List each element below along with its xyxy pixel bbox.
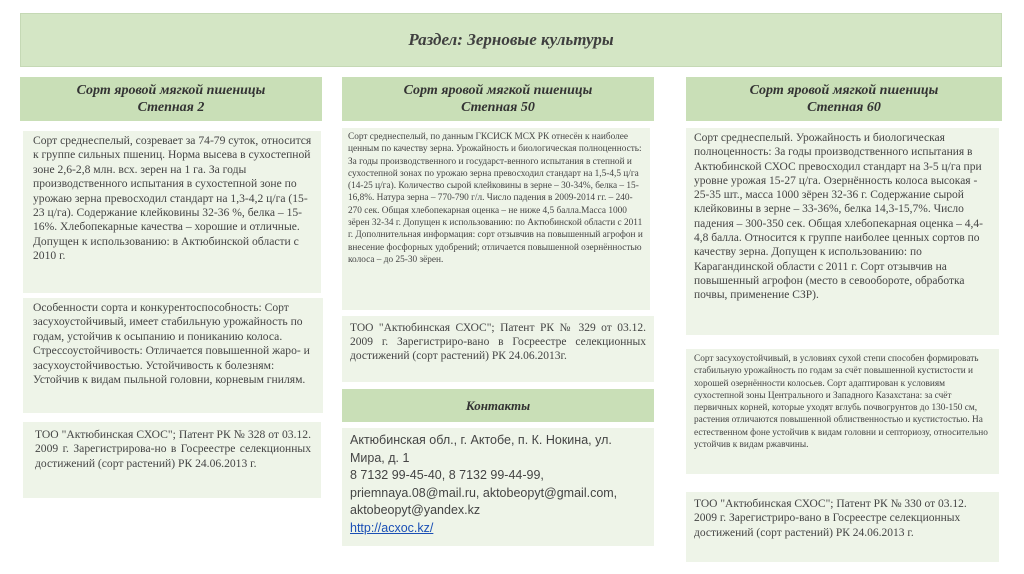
patent-info-stepnaya-60: ТОО "Актюбинская СХОС"; Патент РК № 330 от 03.12. 2009 г. Зарегистриро-вано в Госреестре селекционных достижений (сорт растений) РК 24.06.2013 г. bbox=[686, 492, 999, 562]
variety-header-stepnaya-60 bbox=[686, 77, 1002, 121]
variety-header-stepnaya-2 bbox=[20, 77, 322, 121]
section-title: Раздел: Зерновые культуры bbox=[20, 13, 1002, 67]
variety-description-stepnaya-2: Сорт среднеспелый, созревает за 74-79 суток, относится к группе сильных пшениц. Норма высева в сухостепной зоне 2,6-2,8 млн. всх. зерен на 1 га. За годы производственного испытания в сухостепной зоне по урожаю зерна превосходил стандарт на 1,3-4,2 ц/га (15-23 ц/га). Содержание клейковины 32-36 %, белка – 15-16%. Хлебопекарные качества – хорошие и отличные. Допущен к использованию: в Актюбинской области с 2010 г. bbox=[23, 131, 321, 293]
patent-info-stepnaya-50: ТОО "Актюбинская СХОС"; Патент РК № 329 от 03.12. 2009 г. Зарегистриро-вано в Госреестре селекционных достижений (сорт растений) РК 24.06.2013г. bbox=[342, 316, 654, 382]
contacts-email-secondary: aktobeopyt@yandex.kz bbox=[350, 503, 481, 517]
contacts-body bbox=[342, 428, 654, 546]
patent-info-stepnaya-2: ТОО "Актюбинская СХОС"; Патент РК № 328 от 03.12. 2009 г. Зарегистрирова-но в Госреестре селекционных достижений (сорт растений) РК 24.06.2013 г. bbox=[23, 422, 321, 498]
variety-header-line1: Сорт яровой мягкой пшеницы bbox=[403, 83, 593, 98]
variety-header-line1: Сорт яровой мягкой пшеницы bbox=[749, 83, 939, 98]
variety-features-stepnaya-60: Сорт засухоустойчивый, в условиях сухой степи способен формировать стабильную урожайность по годам за счёт повышенной кустистости и хорошей озернённости колосьев. Сорт адаптирован к условиям сухостепной зоны Центрального и Западного Казахстана: за счёт первичных корней, которые уходят вглубь почвогрунтов до 130-150 см, растения отличаются повышенной облиственностью и кустистостью. На естественном фоне устойчив к видам головни и септориозу, относительно устойчив к видам ржавчины. bbox=[686, 349, 999, 474]
contacts-address: Актюбинская обл., г. Актобе, п. К. Нокина, ул. Мира, д. 1 bbox=[350, 433, 612, 465]
variety-header-stepnaya-50 bbox=[342, 77, 654, 121]
website-link[interactable]: http://acxoc.kz/ bbox=[350, 520, 434, 535]
variety-features-stepnaya-2: Особенности сорта и конкурентоспособность: Сорт засухоустойчивый, имеет стабильную урожайность по годам, устойчив к осыпанию и пониканию колоса. Стрессоустойчивость: Отличается повышенной жаро- и засухоустойчивостью. Устойчивость к болезням: Устойчив к видам пыльной головни, корневым гнилям. bbox=[23, 298, 323, 413]
contacts-email: priemnaya.08@mail.ru, aktobeopyt@gmail.com, bbox=[350, 485, 618, 500]
variety-header-line2: Степная 60 bbox=[807, 100, 881, 115]
variety-header-line2: Степная 50 bbox=[461, 100, 535, 115]
variety-header-line1: Сорт яровой мягкой пшеницы bbox=[76, 83, 266, 98]
variety-header-line2: Степная 2 bbox=[137, 100, 205, 115]
variety-description-stepnaya-60: Сорт среднеспелый. Урожайность и биологическая полноценность: За годы производственного испытания в Актюбинской СХОС превосходил стандарт на 3-5 ц/га при уровне урожая 15-27 ц/га. Озернённость колоса высокая - 25-35 шт., масса 1000 зёрен 32-36 г. Содержание сырой клейковины в зерне – 33-36%, белка 14,3-15,7%. Число падения – 300-350 сек. Общая хлебопекарная оценка – 4,4-4,8 балла. Относится к группе наиболее ценных сортов по качеству зерна. Допущен к использованию: по Карагандинской области с 2011 г. Сорт отзывчив на повышенный агрофон (место в севообороте, обработка почвы, применение СЗР). bbox=[686, 128, 999, 335]
contacts-phones: 8 7132 99-45-40, 8 7132 99-44-99, bbox=[350, 468, 544, 482]
variety-description-stepnaya-50: Сорт среднеспелый, по данным ГКСИСК МСХ РК отнесён к наиболее ценным по качеству зерна. Урожайность и биологическая полноценность: За годы производственного и государст-венного испытания в степной и сухостепной зонах по урожаю зерна превосходил стандарт на 1,5-4,5 ц/га (14-25 ц/га). Количество сырой клейковины в зерне – 30-34%, белка – 15-16,8%. Натура зерна – 770-790 г/л. Число падения в 2009-2014 гг. – 240-270 сек. Общая хлебопекарная оценка – не ниже 4,5 балла.Масса 1000 зёрен 32-34 г. Допущен к использованию: по Актюбинской области с 2011 г. Дополнительная информация: сорт отзывчив на повышенный агрофон и внесение фосфорных удобрений; отличается повышенной озернённостью колоса – до 25-30 зёрен. bbox=[342, 128, 650, 310]
contacts-header: Контакты bbox=[342, 389, 654, 422]
